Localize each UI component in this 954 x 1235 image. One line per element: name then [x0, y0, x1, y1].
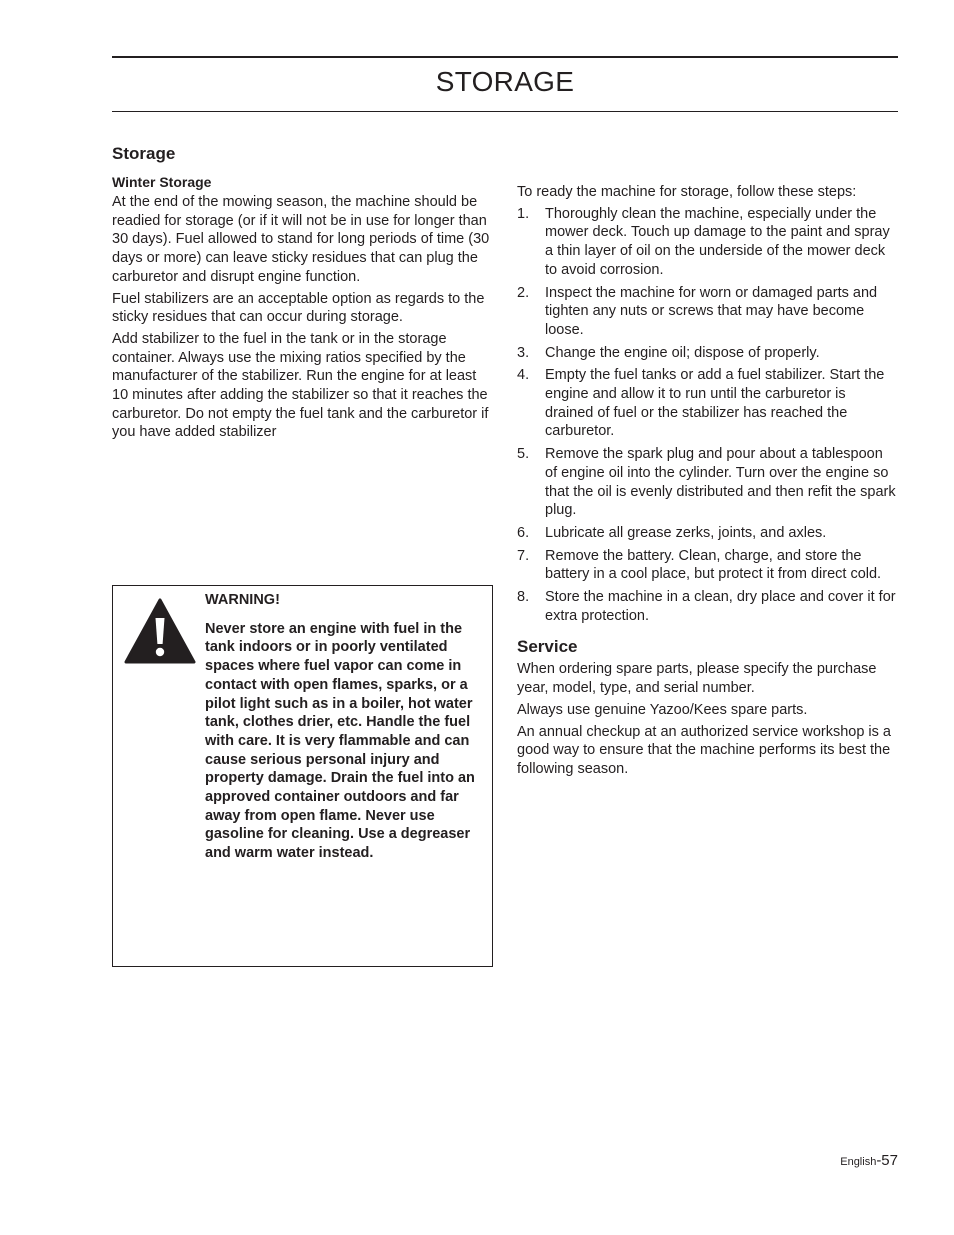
step-number: 1.: [517, 205, 530, 222]
step-number: 5.: [517, 446, 530, 463]
service-paragraph: When ordering spare parts, please specify the purchase year, model, type, and serial number.: [517, 661, 877, 697]
step-number: 7.: [517, 547, 530, 564]
list-item: [517, 588, 898, 625]
service-paragraph: An annual checkup at an authorized service workshop is a good way to ensure that the machine performs its best the following season.: [517, 723, 891, 777]
service-paragraph: Always use genuine Yazoo/Kees spare parts.: [517, 701, 808, 718]
footer-language: English: [840, 1156, 877, 1168]
warning-body: Never store an engine with fuel in the tank indoors or in poorly ventilated spaces where fuel vapor can come in contact with open flames, sparks, or a pilot light such as in a boiler, hot water tank, clothes drier, etc. Handle the fuel with care. It is very flammable and can cause serious personal injury and property damage. Drain the fuel into an approved container outdoors and far away from open flame. Never use gasoline for cleaning. Use a degreaser and warm water instead.: [205, 620, 475, 862]
left-column: [112, 143, 492, 445]
list-item: [517, 344, 898, 363]
service-heading: Service: [517, 637, 578, 657]
step-text: Thoroughly clean the machine, especially under the mower deck. Touch up damage to the paint and spray a thin layer of oil on the underside of the mower deck to avoid corrosion.: [545, 205, 890, 278]
storage-paragraph: Fuel stabilizers are an acceptable option as regards to the sticky residues that can occur during storage.: [112, 290, 485, 326]
storage-steps-list: [517, 205, 898, 626]
page-title: STORAGE: [435, 66, 575, 97]
list-item: [517, 445, 898, 520]
step-text: Store the machine in a clean, dry place and cover it for extra protection.: [545, 589, 896, 624]
list-item: [517, 284, 898, 340]
storage-paragraph: Add stabilizer to the fuel in the tank or in the storage container. Always use the mixing ratios specified by the manufacturer of the stabilizer. Run the engine for at least 10 minutes after adding the stabilizer so that it reaches the carburetor. Do not empty the fuel tank and the carburetor if you have added stabilizer: [112, 330, 489, 441]
step-number: 6.: [517, 524, 530, 541]
warning-title: WARNING!: [205, 592, 280, 608]
list-item: [517, 205, 898, 280]
storage-heading: Storage: [112, 144, 176, 163]
step-number: 3.: [517, 344, 530, 361]
list-item: [517, 547, 898, 584]
step-text: Lubricate all grease zerks, joints, and axles.: [545, 524, 827, 541]
step-text: Change the engine oil; dispose of properly.: [545, 344, 820, 361]
list-item: [517, 524, 898, 543]
right-column: [517, 183, 898, 782]
step-text: Remove the battery. Clean, charge, and store the battery in a cool place, but protect it from direct cold.: [545, 547, 882, 583]
warning-exclamation-icon: [124, 598, 196, 664]
steps-intro: To ready the machine for storage, follow these steps:: [517, 184, 857, 200]
storage-paragraph: At the end of the mowing season, the machine should be readied for storage (or if it will not be in use for longer than 30 days). Fuel allowed to stand for long periods of time (30 days or more) can leave sticky residues that can plug the carburetor and disrupt engine function.: [112, 194, 490, 285]
step-number: 8.: [517, 589, 530, 606]
footer-page: -57: [876, 1152, 898, 1169]
winter-storage-heading: Winter Storage: [112, 174, 212, 190]
page-number: [840, 1152, 898, 1169]
warning-box: [112, 585, 493, 967]
warning-text: [205, 591, 480, 863]
step-number: 2.: [517, 284, 530, 301]
step-text: Empty the fuel tanks or add a fuel stabilizer. Start the engine and allow it to run until the carburetor is drained of fuel or the stabilizer has reached the carburetor.: [545, 367, 885, 440]
list-item: [517, 366, 898, 441]
header-bottom-rule: [112, 111, 898, 112]
step-number: 4.: [517, 367, 530, 384]
step-text: Remove the spark plug and pour about a tablespoon of engine oil into the cylinder. Turn over the engine so that the oil is evenly distributed and then refit the spark plug.: [545, 446, 896, 519]
step-text: Inspect the machine for worn or damaged parts and tighten any nuts or screws that may have become loose.: [545, 284, 878, 338]
